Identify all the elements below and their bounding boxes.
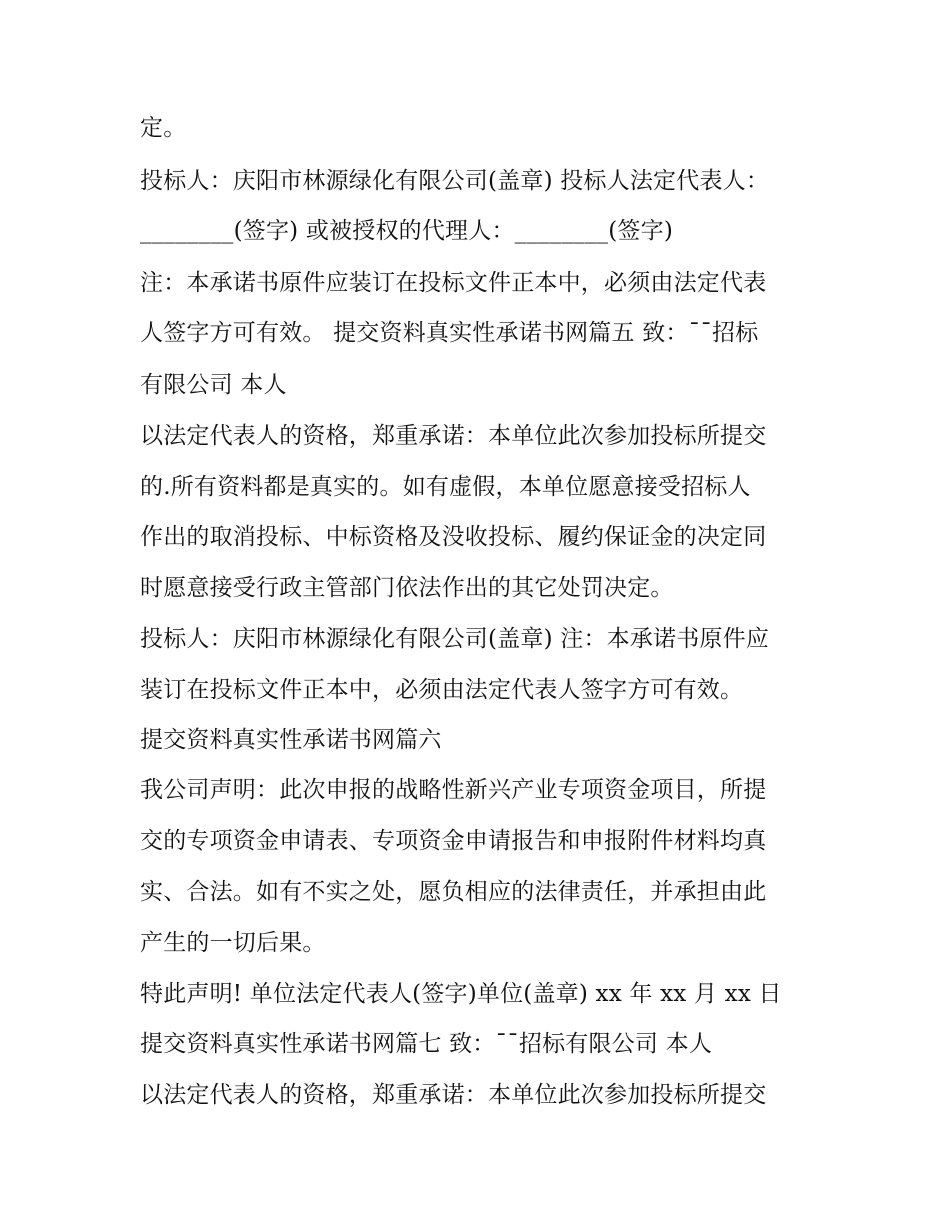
text-line: 的.所有资料都是真实的。如有虚假，本单位愿意接受招标人 [140,474,751,500]
text-line: 实、合法。如有不实之处，愿负相应的法律责任，并承担由此 [140,879,767,905]
text-line: 交的专项资金申请表、专项资金申请报告和申报附件材料均真 [140,828,767,854]
text-line: 以法定代表人的资格，郑重承诺：本单位此次参加投标所提交 [140,423,767,449]
text-line: 提交资料真实性承诺书网篇七 致：ˉˉ招标有限公司 本人 [140,1031,713,1057]
text-line: 定。 [140,115,187,141]
text-line: 人签字方可有效。 提交资料真实性承诺书网篇五 致：ˉˉ招标 [140,320,759,346]
text-line: 作出的取消投标、中标资格及没收投标、履约保证金的决定同 [140,524,767,550]
text-line: 时愿意接受行政主管部门依法作出的其它处罚决定。 [140,575,674,601]
text-line: ________(签字) 或被授权的代理人：________(签字) [140,218,674,244]
text-line: 产生的一切后果。 [140,930,326,956]
text-line: 投标人：庆阳市林源绿化有限公司(盖章) 投标人法定代表人： [140,168,770,194]
text-line: 装订在投标文件正本中，必须由法定代表人签字方可有效。 [140,677,744,703]
text-line: 注：本承诺书原件应装订在投标文件正本中，必须由法定代表 [140,270,767,296]
text-line: 有限公司 本人 [140,372,287,398]
text-line: 投标人：庆阳市林源绿化有限公司(盖章) 注：本承诺书原件应 [140,626,770,652]
text-line: 提交资料真实性承诺书网篇六 [140,727,442,753]
text-line: 特此声明! 单位法定代表人(签字)单位(盖章) xx 年 xx 月 xx 日 [140,981,782,1007]
text-line: 以法定代表人的资格，郑重承诺：本单位此次参加投标所提交 [140,1082,767,1108]
text-line: 我公司声明：此次申报的战略性新兴产业专项资金项目，所提 [140,777,767,803]
